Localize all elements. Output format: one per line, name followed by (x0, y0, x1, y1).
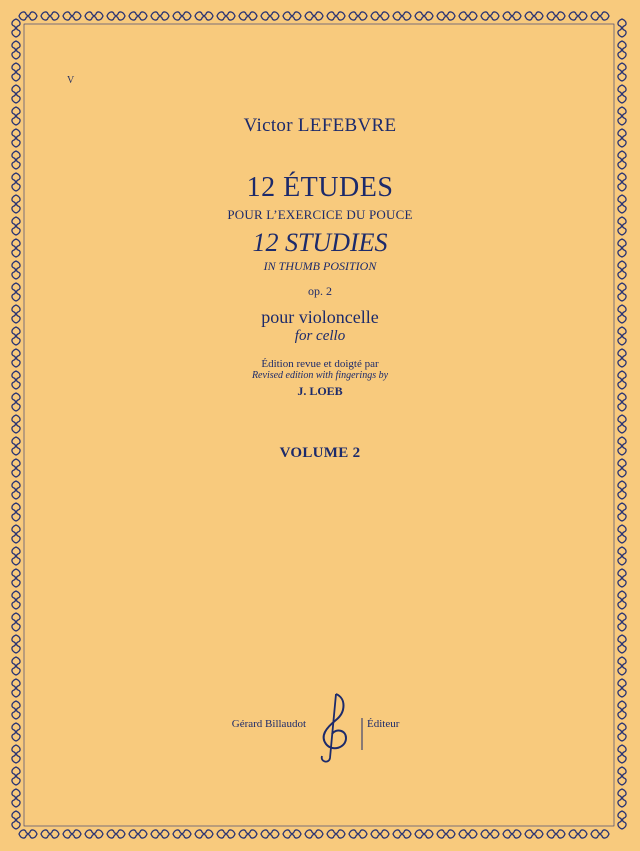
border-motif (151, 830, 169, 838)
border-motif (618, 503, 626, 521)
border-motif (12, 591, 20, 609)
border-motif (85, 830, 103, 838)
editor-name: J. LOEB (297, 384, 343, 398)
border-motif (12, 41, 20, 59)
border-motif (618, 481, 626, 499)
border-motif (129, 12, 147, 20)
border-motif (618, 789, 626, 807)
border-motif (305, 830, 323, 838)
border-motif (19, 12, 37, 20)
border-motif (393, 830, 411, 838)
border-motif (618, 635, 626, 653)
publisher-role: Éditeur (367, 718, 400, 730)
border-motif (591, 12, 609, 20)
border-motif (525, 12, 543, 20)
border-motif (618, 745, 626, 763)
border-motif (618, 613, 626, 631)
border-motif (107, 830, 125, 838)
border-motif (261, 12, 279, 20)
title-english: 12 STUDIES (252, 228, 388, 257)
border-motif (618, 657, 626, 675)
border-motif (12, 151, 20, 169)
subtitle-english: IN THUMB POSITION (263, 259, 377, 273)
border-motif (173, 12, 191, 20)
border-motif (12, 547, 20, 565)
border-motif (19, 830, 37, 838)
composer-name: Victor LEFEBVRE (243, 115, 397, 136)
border-motif (173, 830, 191, 838)
border-motif (12, 525, 20, 543)
border-motif (618, 723, 626, 741)
border-motif (327, 830, 345, 838)
border-motif (12, 635, 20, 653)
opus-number: op. 2 (308, 284, 332, 298)
border-motif (12, 701, 20, 719)
border-motif (618, 63, 626, 81)
border-motif (371, 830, 389, 838)
border-motif (569, 12, 587, 20)
border-motif (217, 830, 235, 838)
border-motif (547, 830, 565, 838)
border-motif (195, 12, 213, 20)
corner-mark: V (67, 75, 75, 86)
border-motif (12, 415, 20, 433)
border-motif (618, 569, 626, 587)
border-motif (107, 12, 125, 20)
border-motif (12, 85, 20, 103)
border-motif (41, 12, 59, 20)
border-motif (195, 830, 213, 838)
border-motif (618, 41, 626, 59)
border-motif (618, 701, 626, 719)
edition-note-french: Édition revue et doigté par (261, 358, 379, 370)
border-motif (129, 830, 147, 838)
border-motif (12, 481, 20, 499)
instrument-french: pour violoncelle (261, 307, 379, 327)
border-motif (569, 830, 587, 838)
border-motif (12, 503, 20, 521)
border-motif (12, 723, 20, 741)
border-motif (459, 830, 477, 838)
border-motif (618, 19, 626, 37)
border-motif (437, 830, 455, 838)
border-motif (12, 569, 20, 587)
border-motif (239, 830, 257, 838)
border-motif (349, 12, 367, 20)
subtitle-french: POUR L’EXERCICE DU POUCE (227, 207, 413, 222)
border-motif (12, 657, 20, 675)
border-motif (151, 12, 169, 20)
border-motif (12, 789, 20, 807)
border-motif (63, 830, 81, 838)
instrument-english: for cello (294, 328, 346, 344)
volume-number: VOLUME 2 (279, 445, 361, 461)
border-motif (217, 12, 235, 20)
border-motif (503, 830, 521, 838)
border-motif (547, 12, 565, 20)
border-motif (618, 679, 626, 697)
publisher-name: Gérard Billaudot (231, 718, 306, 730)
border-motif (12, 767, 20, 785)
border-motif (618, 85, 626, 103)
border-motif (459, 12, 477, 20)
edition-note-english: Revised edition with fingerings by (251, 370, 389, 381)
border-motif (481, 830, 499, 838)
border-motif (618, 525, 626, 543)
treble-clef-logo-icon (306, 688, 364, 764)
border-motif (371, 12, 389, 20)
border-motif (12, 613, 20, 631)
border-motif (239, 12, 257, 20)
border-motif (618, 591, 626, 609)
border-motif (305, 12, 323, 20)
border-motif (261, 830, 279, 838)
border-motif (327, 12, 345, 20)
border-motif (415, 12, 433, 20)
border-motif (503, 12, 521, 20)
border-motif (12, 745, 20, 763)
border-motif (349, 830, 367, 838)
border-motif (618, 547, 626, 565)
border-motif (63, 12, 81, 20)
border-motif (618, 151, 626, 169)
border-motif (415, 830, 433, 838)
border-motif (393, 12, 411, 20)
border-motif (481, 12, 499, 20)
border-motif (618, 415, 626, 433)
border-motif (41, 830, 59, 838)
border-motif (591, 830, 609, 838)
border-motif (12, 679, 20, 697)
title-french: 12 ÉTUDES (246, 172, 394, 203)
border-motif (12, 19, 20, 37)
border-motif (437, 12, 455, 20)
border-motif (618, 767, 626, 785)
border-motif (525, 830, 543, 838)
border-motif (12, 811, 20, 829)
border-motif (85, 12, 103, 20)
border-motif (618, 811, 626, 829)
border-motif (283, 830, 301, 838)
border-motif (12, 63, 20, 81)
border-motif (283, 12, 301, 20)
